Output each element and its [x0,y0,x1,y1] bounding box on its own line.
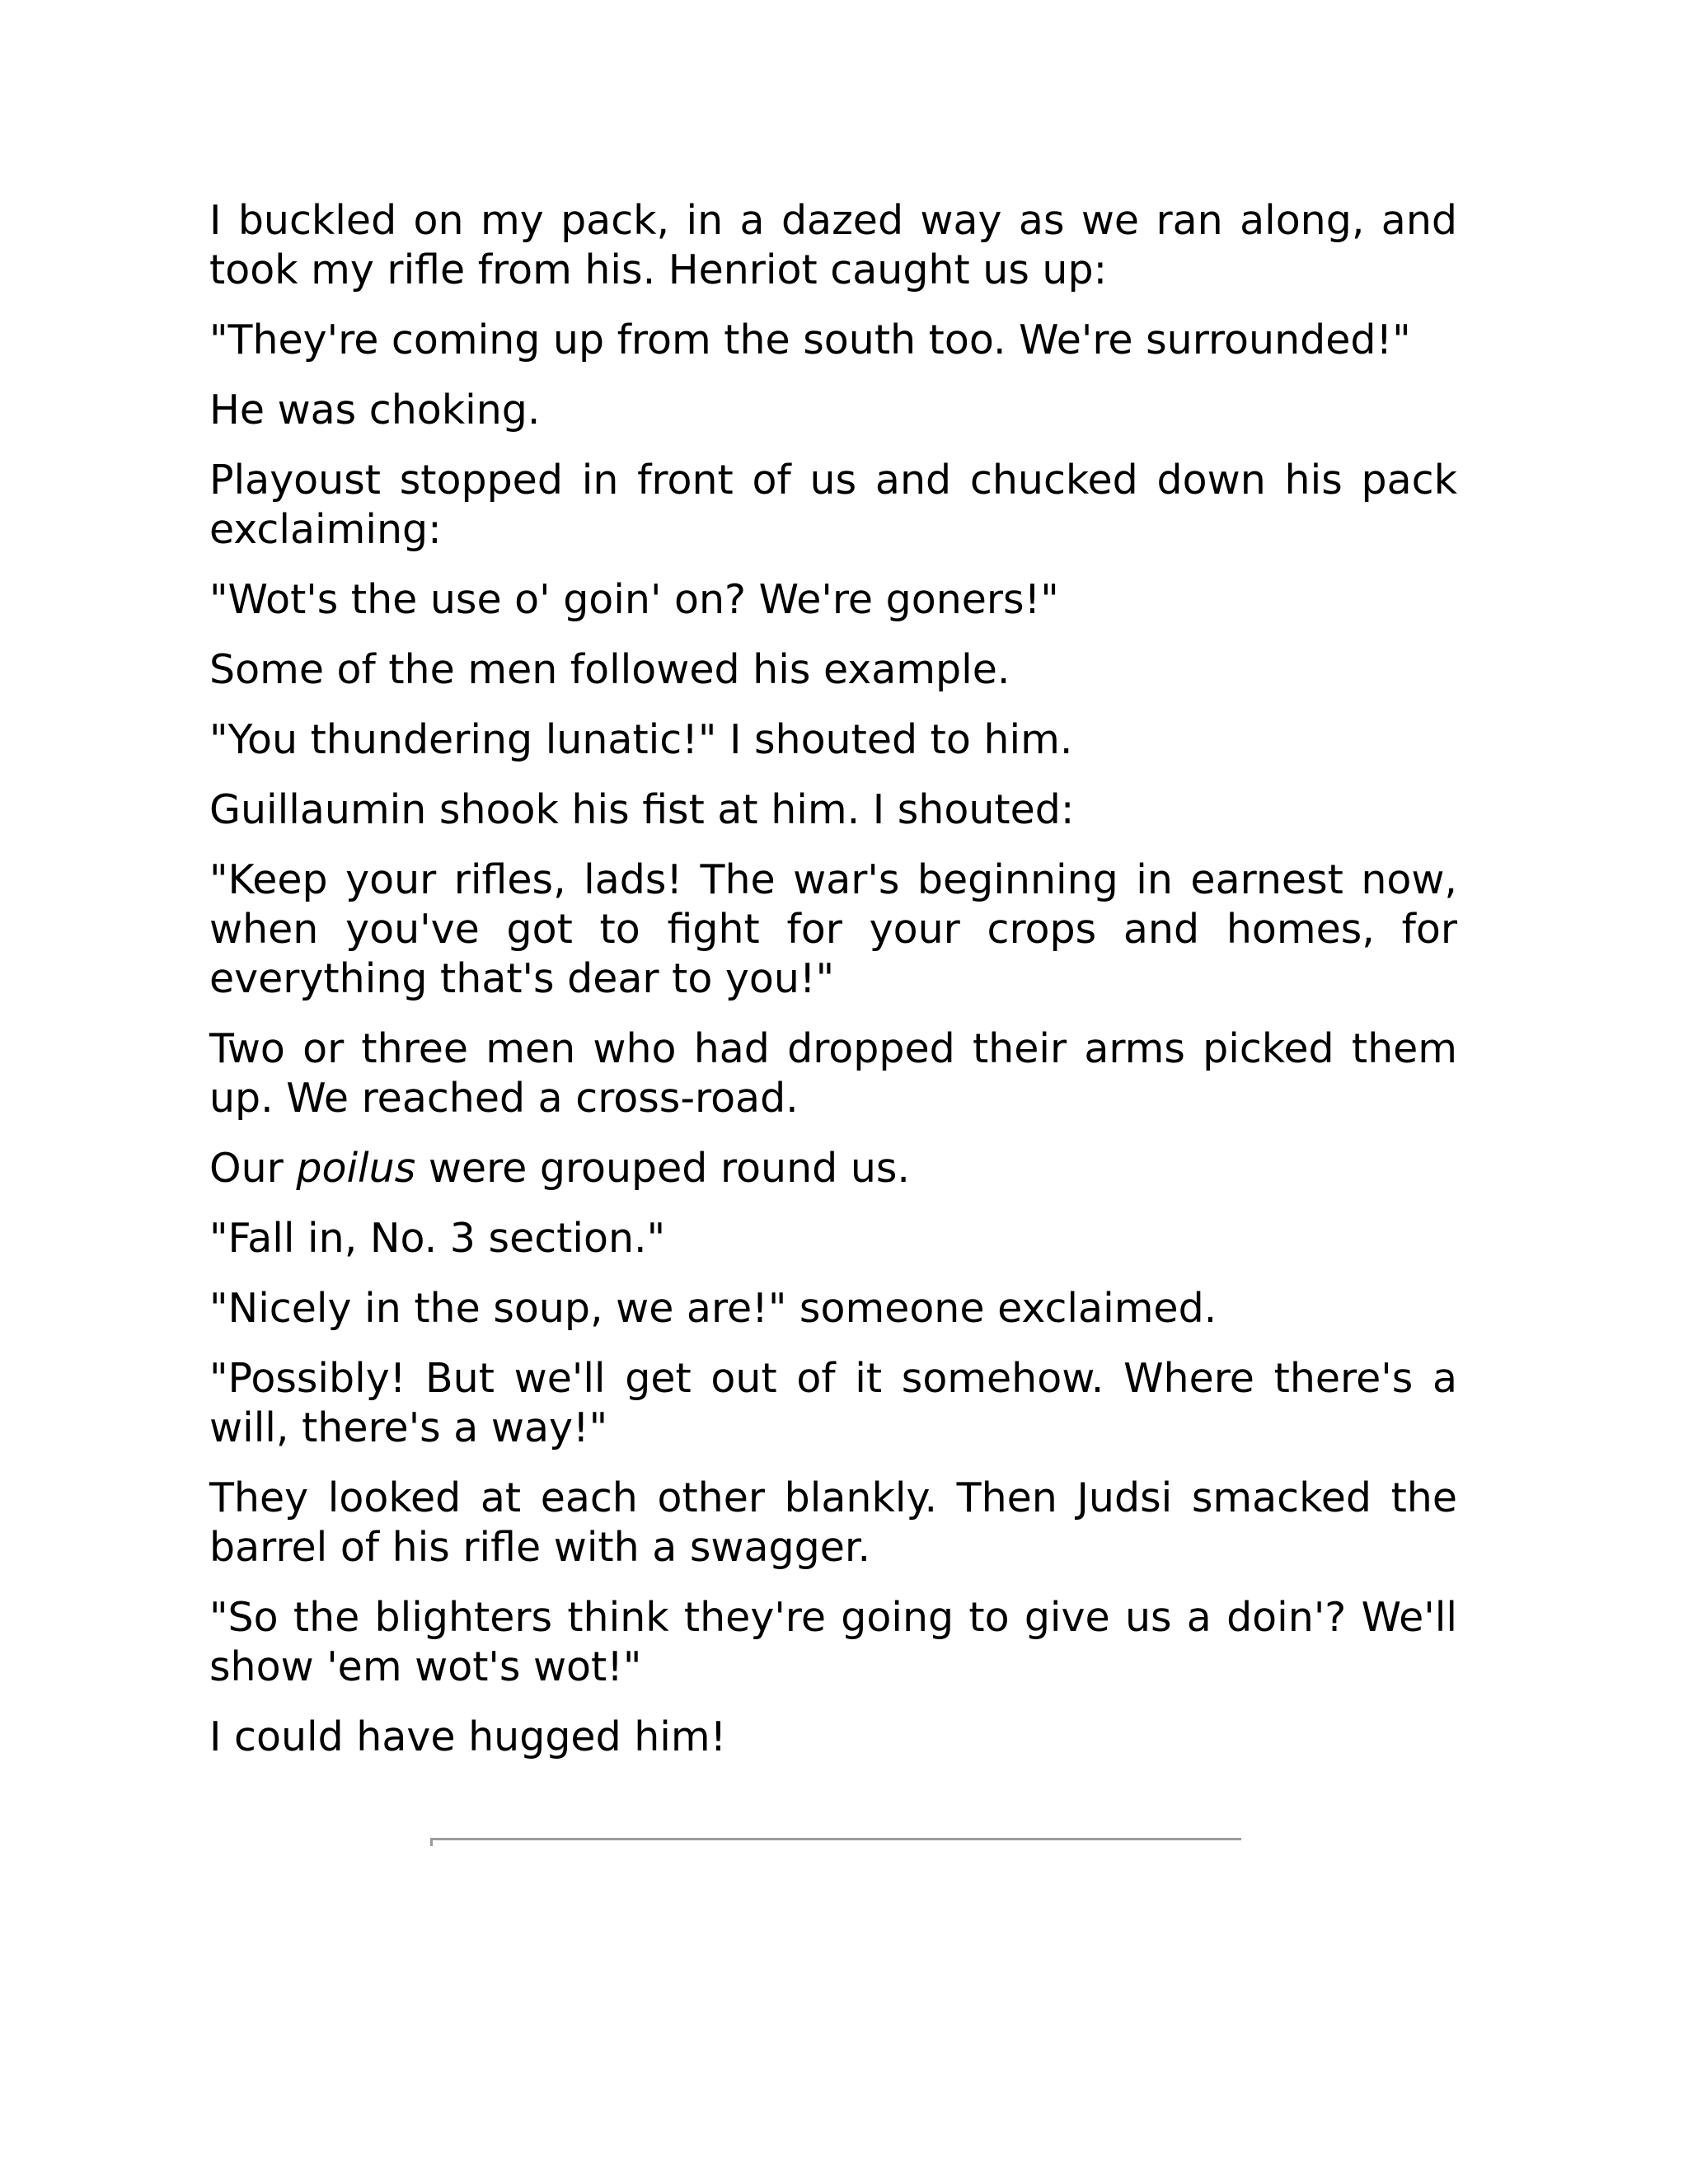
paragraph [209,1144,1457,1193]
paragraph: I buckled on my pack, in a dazed way as we ran along, and took my rifle from his. Henriot caught us up: [209,197,1457,293]
document-body [209,196,1457,1783]
paragraph: Two or three men who had dropped their arms picked them up. We reached a cross-road. [209,1025,1457,1122]
paragraph: I could have hugged him! [209,1713,727,1760]
paragraph: "Keep your rifles, lads! The war's beginning in earnest now, when you've got to fight for your crops and homes, for everything that's dear to you!" [209,856,1457,1002]
paragraph: "Nicely in the soup, we are!" someone exclaimed. [209,1285,1217,1332]
paragraph: "You thundering lunatic!" I shouted to him. [209,716,1073,763]
paragraph: "Wot's the use o' goin' on? We're goners!" [209,576,1059,623]
paragraph-text: Our [209,1145,297,1192]
paragraph: "Possibly! But we'll get out of it somehow. Where there's a will, there's a way!" [209,1355,1457,1451]
paragraph: Some of the men followed his example. [209,646,1010,693]
paragraph: "They're coming up from the south too. We're surrounded!" [209,316,1411,363]
paragraph: "So the blighters think they're going to give us a doin'? We'll show 'em wot's wot!" [209,1594,1457,1690]
paragraph: "Fall in, No. 3 section." [209,1215,666,1262]
paragraph: Guillaumin shook his fist at him. I shouted: [209,786,1075,833]
paragraph-text: were grouped round us. [415,1145,910,1192]
italic-word: poilus [296,1145,416,1192]
paragraph: They looked at each other blankly. Then Judsi smacked the barrel of his rifle with a swagger. [209,1474,1457,1571]
paragraph: He was choking. [209,387,541,434]
horizontal-rule [430,1838,1241,1840]
paragraph: Playoust stopped in front of us and chucked down his pack exclaiming: [209,457,1457,553]
